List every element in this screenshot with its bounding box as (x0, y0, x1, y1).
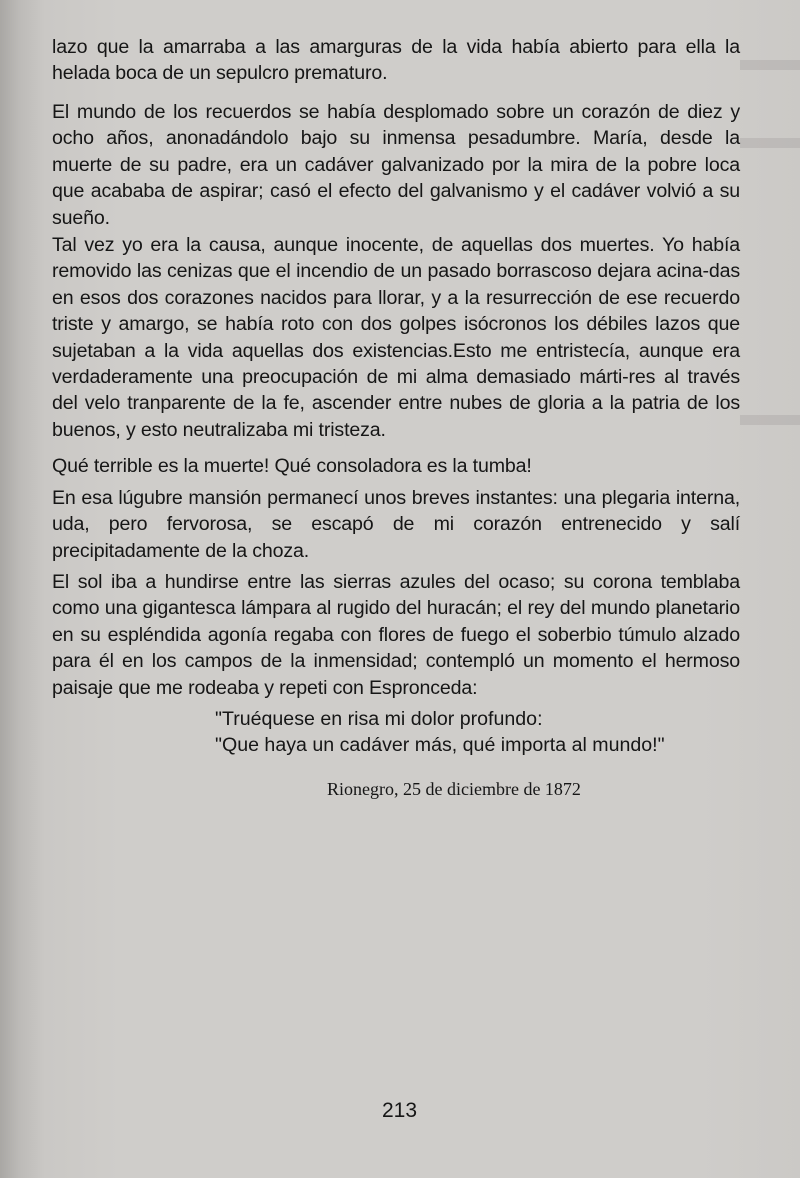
show-through-line (740, 138, 800, 148)
show-through-line (740, 60, 800, 70)
paragraph: Qué terrible es la muerte! Qué consoladora es la tumba! (52, 455, 532, 477)
paragraph: En esa lúgubre mansión permanecí unos breves instantes: una plegaria interna, uda, pero fervorosa, se escapó de mi corazón entrenecido y salí precipitadamente de la choza. (52, 487, 740, 562)
verse-line: "Que haya un cadáver más, qué importa al mundo!" (215, 734, 665, 756)
paragraph: lazo que la amarraba a las amarguras de la vida había abierto para ella la helada boca de un sepulcro prematuro. (52, 36, 740, 85)
show-through-line (740, 415, 800, 425)
paragraph: El mundo de los recuerdos se había desplomado sobre un corazón de diez y ocho años, anonadándolo bajo su inmensa pesadumbre. María, desde la muerte de su padre, era un cadáver galvanizado por la mira de la pobre loca que acababa de aspirar; casó el efecto del galvanismo y el cadáver volvió a su sueño. (52, 101, 740, 229)
verse-line: "Truéquese en risa mi dolor profundo: (215, 708, 543, 730)
page-number: 213 (382, 1099, 418, 1122)
paragraph: El sol iba a hundirse entre las sierras azules del ocaso; su corona temblaba como una gigantesca lámpara al rugido del huracán; el rey del mundo planetario en su espléndida agonía regaba con flores de fuego el soberbio túmulo alzado para él en los campos de la inmensidad; contempló un momento el hermoso paisaje que me rodeaba y repeti con Espronceda: (52, 571, 740, 699)
place-date-signature: Rionegro, 25 de diciembre de 1872 (327, 779, 581, 799)
paragraph: Tal vez yo era la causa, aunque inocente, de aquellas dos muertes. Yo había removido las cenizas que el incendio de un pasado borrascoso dejara acina-das en esos dos corazones nacidos para llorar, y a la resurrección de ese recuerdo triste y amargo, se había roto con dos golpes isócronos los débiles lazos que sujetaban a la vida aquellas dos existencias.Esto me entristecía, aunque era verdaderamente una preocupación de mi alma demasiado márti-res al través del velo tranparente de la fe, ascender entre nubes de gloria a la patria de los buenos, y esto neutralizaba mi tristeza. (52, 234, 740, 441)
